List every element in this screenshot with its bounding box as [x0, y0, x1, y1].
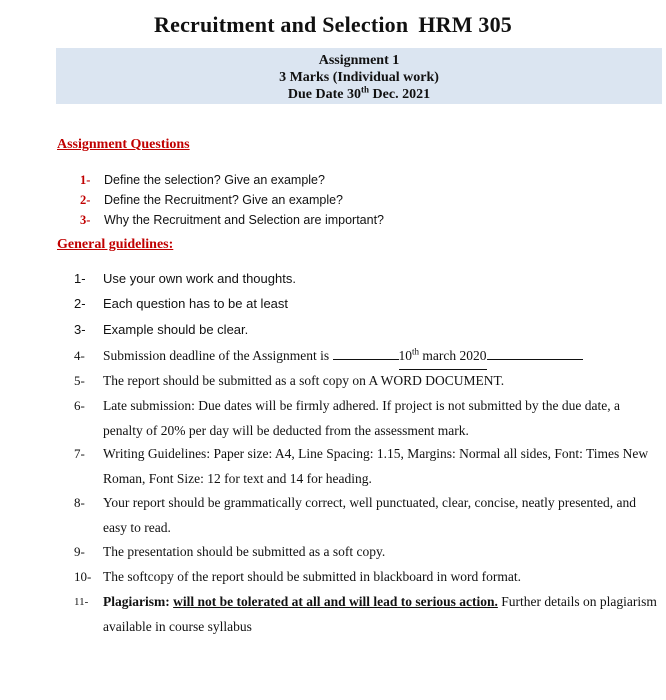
plagiarism-warning: will not be tolerated at all and will lead to serious action. — [173, 594, 498, 609]
guideline-item — [74, 565, 659, 590]
guideline-item — [74, 318, 659, 343]
question-item — [80, 190, 384, 210]
deadline-value: 10th march 2020 — [399, 344, 487, 370]
guidelines-heading: General guidelines: — [57, 237, 174, 252]
question-item — [80, 210, 384, 230]
plagiarism-label: Plagiarism: — [103, 594, 170, 609]
guideline-text: Use your own work and thoughts. — [103, 271, 296, 286]
guideline-text: The presentation should be submitted as a soft copy. — [103, 544, 386, 559]
due-date: Due Date 30th Dec. 2021 — [287, 84, 431, 102]
guideline-number: 6- — [74, 398, 85, 413]
guideline-number: 7- — [74, 446, 85, 461]
guideline-text: Further details on plagiarism available in course syllabus — [103, 594, 657, 634]
guideline-number: 11- — [74, 596, 89, 608]
guideline-number: 2- — [74, 296, 86, 311]
blank-line — [487, 346, 583, 360]
assignment-number: Assignment 1 — [318, 53, 400, 68]
guideline-item — [74, 292, 659, 317]
question-number: 1- — [80, 172, 91, 187]
question-text: Define the selection? Give an example? — [104, 173, 325, 187]
guideline-number: 1- — [74, 271, 86, 286]
guideline-text: Late submission: Due dates will be firmly adhered. If project is not submitted by the due date, a penalty of 20% per day will be deducted from the assessment mark. — [103, 398, 620, 438]
guideline-text: Your report should be grammatically correct, well punctuated, clear, concise, neatly presented, and easy to read. — [103, 495, 637, 535]
question-text: Define the Recruitment? Give an example? — [104, 193, 344, 207]
guideline-item — [74, 369, 659, 394]
course-title: Recruitment and Selection — [154, 12, 409, 37]
guideline-text: The softcopy of the report should be submitted in blackboard in word format. — [103, 569, 522, 584]
guideline-item — [74, 267, 659, 292]
guideline-number: 8- — [74, 495, 85, 510]
question-number: 2- — [80, 192, 91, 207]
guideline-item — [74, 590, 659, 639]
guideline-text: Writing Guidelines: Paper size: A4, Line Spacing: 1.15, Margins: Normal all sides, Font: Times New Roman, Font Size: 12 for text and 14 for heading. — [103, 446, 649, 486]
guideline-number: 4- — [74, 348, 85, 363]
guideline-item — [74, 442, 659, 491]
question-number: 3- — [80, 212, 91, 227]
blank-line — [333, 346, 399, 360]
guideline-text: Example should be clear. — [103, 322, 249, 337]
assignment-banner — [56, 48, 662, 104]
guideline-item — [74, 491, 659, 540]
guideline-text: The report should be submitted as a soft copy on A WORD DOCUMENT. — [103, 373, 505, 388]
guideline-item — [74, 540, 659, 565]
question-text: Why the Recruitment and Selection are important? — [104, 213, 384, 227]
guideline-number: 5- — [74, 373, 85, 388]
question-item — [80, 170, 384, 190]
guideline-item — [74, 344, 659, 370]
guideline-number: 10- — [74, 569, 92, 584]
guideline-text: Each question has to be at least — [103, 296, 289, 311]
questions-heading: Assignment Questions — [57, 137, 190, 152]
document-title — [0, 12, 666, 38]
assignment-marks: 3 Marks (Individual work) — [279, 70, 439, 85]
guideline-item — [74, 394, 659, 443]
guideline-number: 3- — [74, 322, 86, 337]
questions-list — [80, 170, 384, 230]
guideline-text: Submission deadline of the Assignment is — [103, 348, 330, 363]
guideline-number: 9- — [74, 544, 85, 559]
course-code: HRM 305 — [418, 12, 512, 37]
